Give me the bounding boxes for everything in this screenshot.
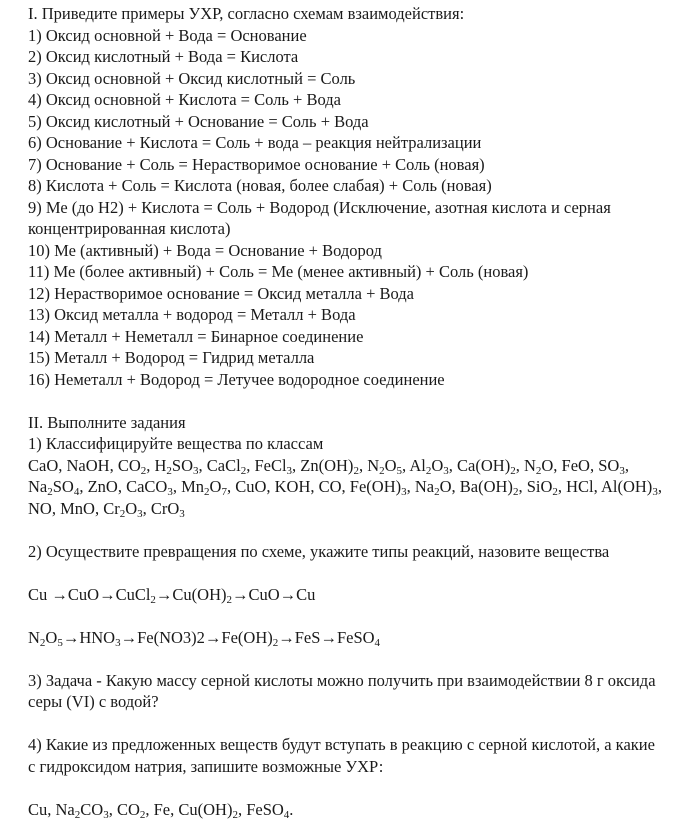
formula: $Cr_2O_3$	[103, 498, 143, 520]
formula: $HNO_3$	[79, 627, 121, 649]
list-item: 13) Оксид металла + водород = Металл + Вода	[28, 305, 356, 324]
formula: $H_2SO_3$	[154, 455, 199, 477]
list-item: 3) Оксид основной + Оксид кислотный = Соль	[28, 68, 356, 88]
list-item: 4) Оксид основной + Кислота = Соль + Вода	[28, 90, 341, 109]
section1-list	[28, 25, 683, 391]
list-item: 8) Кислота + Соль = Кислота (новая, более слабая) + Соль (новая)	[28, 176, 492, 195]
formula: $Fe(OH)_3$	[349, 477, 407, 498]
list-item: 12) Нерастворимое основание = Оксид металла + Вода	[28, 283, 415, 303]
formula: $Al_2O_3$	[409, 455, 449, 477]
formula: CuO	[67, 584, 100, 604]
formula: FeS	[294, 627, 321, 647]
formula: $Cu(OH)_2$	[178, 799, 238, 821]
formula: $Na_2SO_4$	[28, 477, 80, 498]
formula: $N_2O$	[523, 455, 554, 477]
list-item: 6) Основание + Кислота = Соль + вода – реакция нейтрализации	[28, 133, 482, 152]
formula: FeSO$_4$	[336, 627, 381, 649]
list-item: 7) Основание + Соль = Нерастворимое основание + Соль (новая)	[28, 154, 485, 174]
formula: NaOH	[66, 455, 110, 475]
formula: CaCO$_3$	[126, 477, 173, 498]
formula: $SO_3$	[598, 455, 625, 477]
formula: $Na_2O$	[414, 477, 452, 498]
formula: $N_2O_5$	[28, 627, 63, 649]
formula: HCl	[566, 477, 594, 496]
formula: $CO_2$	[116, 799, 146, 821]
formula: CuO	[235, 477, 267, 496]
list-item: 9) Ме (до Н2) + Кислота = Соль + Водород (Исключение, азотная кислота и серная концентрированная кислота)	[28, 197, 611, 238]
section2-title: II. Выполните задания	[28, 412, 186, 432]
task1-substances: CaO, NaOH, $CO_2$, $H_2SO_3$, CaCl$_2$, FeCl$_3$, $Zn(OH)_2$, $N_2O_5$, $Al_2O_3$, $Ca(OH)_2$, $N_2O$, FeO, $SO_3$, $Na_2SO_4$, ZnO, CaCO$_3$, $Mn_2O_7$, CuO, KOH, CO, $Fe(OH)_3$, $Na_2O$, $Ba(OH)_2$, SiO$_2$, HCl, $Al(OH)_3$, NO, MnO, $Cr_2O_3$, CrO$_3$	[28, 455, 662, 520]
formula: NO	[28, 498, 52, 518]
list-item: 2) Оксид кислотный + Вода = Кислота	[28, 47, 299, 66]
formula: $Al(OH)_3$	[600, 477, 658, 498]
formula: $Mn_2O_7$	[181, 477, 227, 498]
task1-title: 1) Классифицируйте вещества по классам	[28, 434, 324, 453]
task4-text: 4) Какие из предложенных веществ будут вступать в реакцию с серной кислотой, а какие с гидроксидом натрия, запишите возможные УХР:	[28, 735, 655, 776]
formula: $Fe(OH)_2$	[221, 627, 279, 649]
task2-chain-1: $Cu \to CuO\to CuCl_2\to Cu(OH)_2\to CuO\to Cu$	[28, 584, 316, 606]
list-item: 1) Оксид основной + Вода = Основание	[28, 25, 307, 45]
formula: CrO$_3$	[150, 498, 185, 520]
formula: SiO$_2$	[526, 477, 558, 498]
list-item: 11) Ме (более активный) + Соль = Ме (менее активный) + Соль (новая)	[28, 262, 529, 281]
list-item: 16) Неметалл + Водород = Летучее водородное соединение	[28, 369, 445, 389]
formula: CaCl$_2$	[206, 455, 247, 477]
formula: FeO	[561, 455, 590, 475]
formula: $Na_2CO_3$	[55, 799, 109, 821]
formula: MnO	[60, 498, 95, 518]
formula: KOH	[274, 477, 311, 496]
list-item: 14) Металл + Неметалл = Бинарное соединение	[28, 326, 364, 346]
formula: $Zn(OH)_2$	[300, 455, 359, 477]
task2-chain-2: $N_2O_5\to HNO_3\to Fe(NO3)2\to Fe(OH)_2\to FeS\to FeSO_4$	[28, 627, 381, 649]
formula: FeCl$_3$	[254, 455, 293, 477]
task3-text: 3) Задача - Какую массу серной кислоты можно получить при взаимодействии 8 г оксида серы (VI) с водой?	[28, 670, 656, 711]
formula: ZnO	[87, 477, 118, 496]
task2-title: 2) Осуществите превращения по схеме, укажите типы реакций, назовите вещества	[28, 541, 610, 561]
section1-title: I. Приведите примеры УХР, согласно схемам взаимодействия:	[28, 4, 465, 23]
list-item: 15) Металл + Водород = Гидрид металла	[28, 348, 315, 367]
formula: $N_2O_5$	[367, 455, 403, 477]
formula: $Cu(OH)_2$	[172, 584, 232, 606]
formula: CaO	[28, 455, 59, 475]
formula: CuO	[248, 584, 280, 604]
formula: Fe(NO3)2	[137, 627, 205, 647]
formula: $CO_2$	[117, 455, 147, 477]
formula: FeSO$_4$	[246, 799, 290, 821]
formula: $Ba(OH)_2$	[459, 477, 519, 498]
list-item: 5) Оксид кислотный + Основание = Соль + Вода	[28, 111, 369, 131]
list-item: 10) Ме (активный) + Вода = Основание + Водород	[28, 240, 382, 260]
formula: $Ca(OH)_2$	[457, 455, 516, 477]
task4-substances: Cu, $Na_2CO_3$, $CO_2$, Fe, $Cu(OH)_2$, FeSO$_4$.	[28, 799, 294, 821]
formula: CO	[318, 477, 342, 496]
formula: CuCl$_2$	[115, 584, 156, 606]
formula: Cu	[28, 584, 48, 604]
formula: Cu	[296, 584, 316, 604]
formula: Cu	[28, 799, 48, 819]
formula: Fe	[153, 799, 171, 819]
